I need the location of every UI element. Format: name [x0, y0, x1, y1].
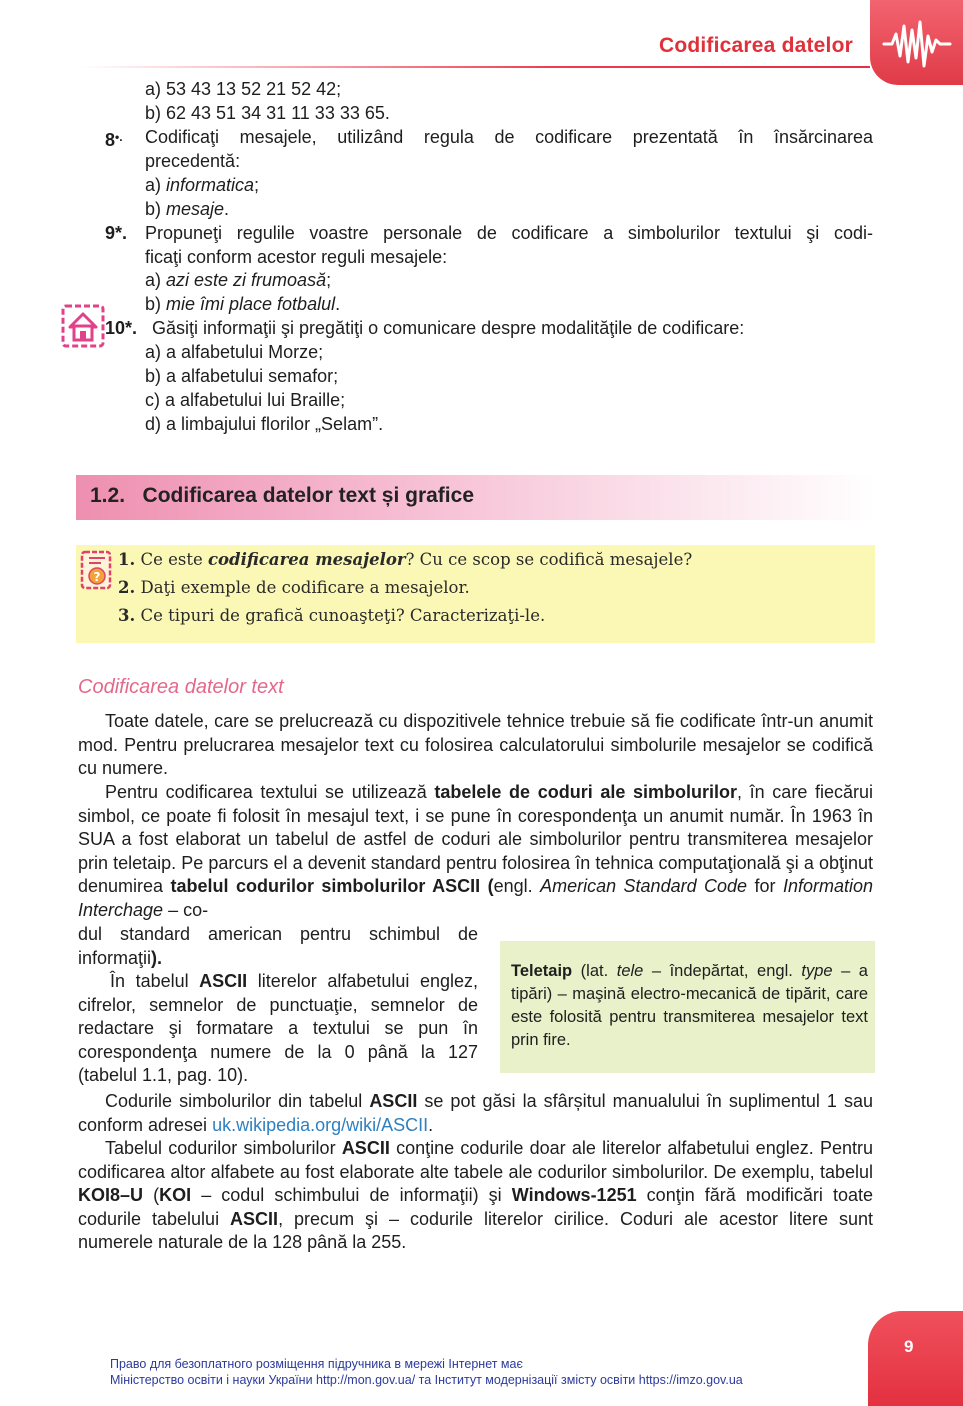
sound-wave-icon — [870, 0, 963, 85]
page-number-tab — [868, 1311, 963, 1406]
page-number: 9 — [904, 1337, 914, 1356]
exercise-9-option-b: b) mie îmi place fotbalul. — [145, 294, 341, 314]
question-book-icon — [80, 550, 114, 592]
paragraph-2: Pentru codificarea textului se utilizează tabelele de coduri ale simbolurilor, în care fiecărui simbol, ce poate fi folosit în mesajul text, i se pune în corespondenţa un anumit număr. În 1963 în SUA a fost elaborat un tabelul de astfel de coduri ale simbolurilor pentru transmiterea mesajelor prin teletaip. Pe parcurs el a devenit standard pentru folosirea în tehnica computaţională şi a obţinut denumirea tabelul codurilor simbolurilor ASCII (engl. American Standard Code for Information Interchage – co- — [78, 782, 873, 920]
exercise-7-option-a: a) 53 43 13 52 21 52 42; — [145, 79, 342, 99]
paragraph-5: Tabelul codurilor simbolurilor ASCII conţine codurile doar ale literelor alfabetului englez. Pentru codificarea altor alfabete au fost elaborate alte tabele ale codurilor simbolurilor. De exemplu, tabelul KOI8–U (KOI – codul schimbului de informaţii) şi Windows-1251 conţin fără modificări toate codurile tabelului ASCII, precum şi – codurile literelor cirilice. Coduri ale acestor litere sunt numerele naturale de la 128 până la 255. — [78, 1138, 873, 1253]
question-2: 2. Daţi exemple de codificare a mesajelor. — [118, 578, 470, 597]
section-number: 1.2. — [90, 484, 126, 507]
svg-text:?: ? — [93, 570, 101, 584]
teletaip-definition: Teletaip (lat. tele – îndepărtat, engl. type – a tipări) – maşină electro-mecanică de tipărit, care este folosită pentru transmiterea mesajelor text prin fire. — [511, 962, 868, 1049]
exercise-10-option-d: d) a limbajului florilor „Selam”. — [145, 414, 384, 434]
section-name: Codificarea datelor text și grafice — [142, 484, 474, 507]
section-title — [90, 484, 474, 508]
paragraph-3: În tabelul ASCII literelor alfabetului englez, cifrelor, semnelor de punctuaţie, semnelor de redactare şi formatare a textului se pun în corespondenţa numere de la 0 până la 127 (tabelul 1.1, pag. 10). — [78, 971, 478, 1086]
exercise-10-option-a: a) a alfabetului Morze; — [145, 342, 324, 362]
exercise-9-line-1: Propuneţi regulile voastre personale de codificare a simbolurilor textului şi codi- — [145, 223, 873, 243]
exercise-7-option-b: b) 62 43 51 34 31 11 33 33 65. — [145, 103, 390, 123]
header-rule — [80, 66, 870, 68]
subsection-heading: Codificarea datelor text — [78, 676, 284, 698]
paragraph-2-continued: dul standard american pentru schimbul de informaţii). — [78, 924, 478, 968]
exercise-8-option-a: a) informatica; — [145, 175, 260, 195]
paragraph-4: Codurile simbolurilor din tabelul ASCII se pot găsi la sfârșitul manualului în suplimentul 1 sau conform adresei uk.wikipedia.org/wiki/ASCII. — [78, 1091, 874, 1135]
home-project-icon — [60, 303, 106, 349]
exercise-10-line-1: Găsiţi informaţii şi pregătiţi o comunicare despre modalităţile de codificare: — [152, 318, 745, 338]
running-header-title: Codificarea datelor — [658, 34, 853, 57]
exercise-8-option-b: b) mesaje. — [145, 199, 230, 219]
question-3: 3. Ce tipuri de grafică cunoaşteţi? Caracterizaţi-le. — [118, 606, 546, 625]
question-1: 1. Ce este codificarea mesajelor? Cu ce scop se codifică mesajele? — [118, 550, 693, 569]
exercise-8-line-2: precedentă: — [145, 151, 241, 171]
footer-rights-line-1: Право для безоплатного розміщення підручника в мережі Інтернет має — [110, 1357, 523, 1371]
exercise-10-option-b: b) a alfabetului semafor; — [145, 366, 339, 386]
header-tab — [870, 0, 963, 85]
exercise-8-number: 8•. — [105, 130, 123, 150]
exercise-10-option-c: c) a alfabetului lui Braille; — [145, 390, 346, 410]
paragraph-1: Toate datele, care se prelucrează cu dispozitivele tehnice trebuie să fie codificate într-un anumit mod. Pentru prelucrarea mesajelor text cu folosirea calculatorului simbolurile mesajelor se codifică cu numere. — [78, 711, 873, 779]
exercise-9-option-a: a) azi este zi frumoasă; — [145, 270, 332, 290]
exercise-9-line-2: ficaţi conform acestor reguli mesajele: — [145, 247, 448, 267]
exercise-10-number: 10*. — [105, 318, 138, 338]
exercise-9-number: 9*. — [105, 223, 128, 243]
ascii-wiki-link[interactable]: uk.wikipedia.org/wiki/ASCII — [212, 1114, 429, 1135]
footer-rights-line-2: Міністерство освіти і науки України http://mon.gov.ua/ та Інститут модернізації змісту освіти https://imzo.gov.ua — [110, 1373, 743, 1387]
exercise-8-line-1: Codificaţi mesajele, utilizând regula de codificare prezentată în însărcinarea — [145, 127, 873, 147]
